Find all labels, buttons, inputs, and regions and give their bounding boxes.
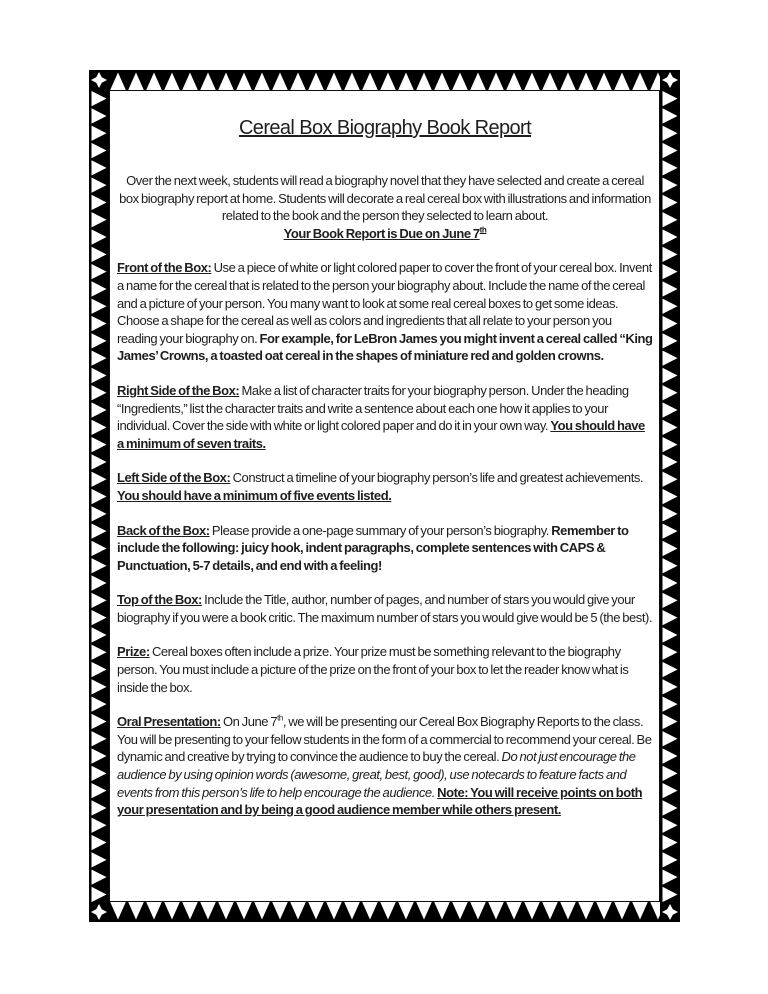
text-segment: Construct a timeline of your biography person’s life and greatest achievements. [230,470,644,486]
text-segment: For example, for LeBron James you might invent a cereal called “King James’ Crowns, a toasted oat cereal in the shapes of miniature red and golden crowns. [117,330,653,364]
due-date-line [117,225,653,243]
border-pattern-right [660,90,680,902]
section-right-side-of-box [117,382,653,452]
text-segment: Left Side of the Box: [117,470,231,486]
text-segment: Back of the Box: [117,522,210,538]
text-segment: Over the next week, students will read a biography novel that they have selected and create a cereal box biography report at home. Students will decorate a real cereal box with illustrations and information related to the book and the person they selected to learn about. [119,173,651,224]
border-pattern-left [89,90,109,902]
text-segment: Make a list of character traits for your biography person. Under the heading “Ingredients,” list the character traits and write a sentence about each one how it applies to your individual. Cover the side with white or light colored paper and do it in your own way. [117,382,629,434]
text-segment: Include the Title, author, number of pages, and number of stars you would give your biography if you were a book critic. The maximum number of stars you would give would be 5 (the best). [117,592,653,625]
text-segment: Remember to include the following: juicy hook, indent paragraphs, complete sentences with CAPS & Punctuation, 5-7 details, and end with a feeling! [117,522,629,573]
border-corner-bottom-left [89,902,109,922]
document-title: Cereal Box Biography Book Report [238,117,532,139]
text-segment: Do not just encourage the audience by using opinion words (awesome, great, best, good), use notecards to feature facts and events from this person’s life to help encourage the audience. [117,749,636,800]
intro-paragraph [117,172,653,225]
border-pattern-bottom [109,902,660,922]
text-segment: th [479,225,487,235]
text-segment: You should have a minimum of five events listed. [117,487,392,503]
text-segment: On June 7 [220,714,278,730]
border-corner-top-right [660,70,680,90]
text-segment: Use a piece of white or light colored paper to cover the front of your cereal box. Invent a name for the cereal that is related to the person your biography about. Include the name of the cereal and a picture of your person. You many want to look at some real cereal boxes to get some ideas. Choose a shape for the cereal as well as colors and ingredients that all relate to your person you reading your biography on. [117,260,652,346]
document-page [109,90,660,902]
text-segment: Prize: [117,644,150,660]
text-segment: , we will be presenting our Cereal Box Biography Reports to the class. You will be presenting to your fellow students in the form of a commercial to recommend your cereal. Be dynamic and creative by trying to convince the audience to buy the cereal. [117,714,652,765]
decorative-border-frame [89,70,680,922]
section-back-of-box [117,522,653,575]
section-front-of-box [117,259,653,365]
text-segment: Cereal boxes often include a prize. Your prize must be something relevant to the biography person. You must include a picture of the prize on the front of your box to let the reader know what is inside the box. [117,644,629,695]
text-segment: You should have a minimum of seven traits. [117,418,645,451]
text-segment: Right Side of the Box: [117,382,240,398]
section-prize [117,643,653,696]
text-segment: Please provide a one-page summary of your person’s biography. [209,522,552,538]
text-segment: Front of the Box: [117,260,212,276]
text-segment: th [277,713,283,723]
text-segment: Note: You will receive points on both your presentation and by being a good audience member while others present. [117,784,643,818]
border-pattern-top [109,70,660,90]
section-top-of-box [117,591,653,626]
section-left-side-of-box [117,469,653,504]
text-segment: Your Book Report is Due on June 7 [283,225,480,241]
border-corner-top-left [89,70,109,90]
text-segment: Top of the Box: [117,592,202,608]
document-body [117,172,653,819]
border-corner-bottom-right [660,902,680,922]
section-oral-presentation [117,713,653,819]
text-segment: Oral Presentation: [117,714,221,730]
